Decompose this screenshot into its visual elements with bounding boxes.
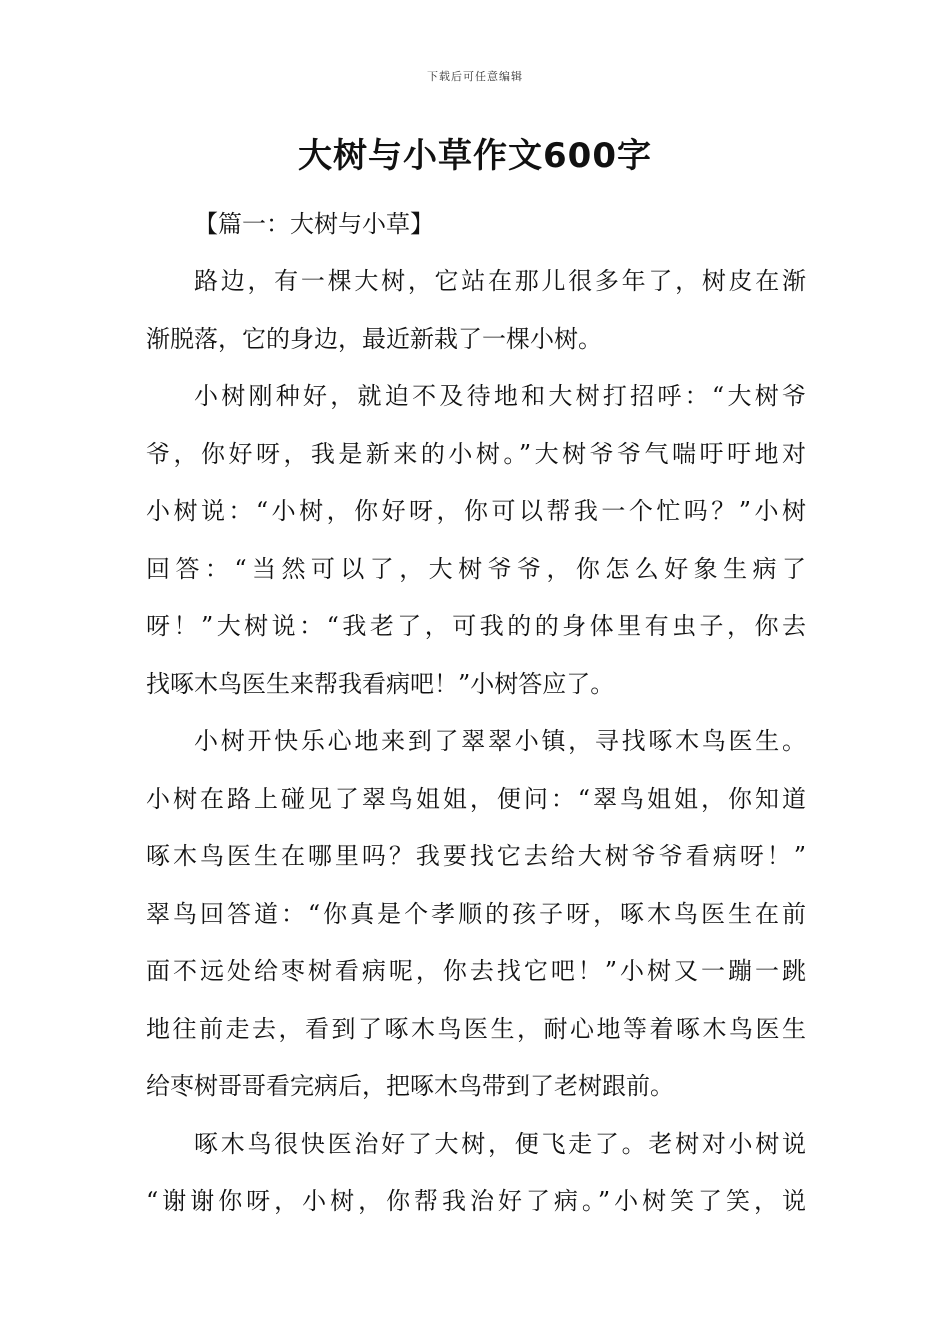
- paragraph-4: [146, 1116, 806, 1231]
- text-line: 路边，有一棵大树，它站在那儿很多年了，树皮在渐: [194, 267, 806, 295]
- page-title: 大树与小草作文600字: [298, 136, 652, 176]
- text-line: 地往前走去，看到了啄木鸟医生，耐心地等着啄木鸟医生: [146, 1014, 806, 1043]
- text-line: 小树在路上碰见了翠鸟姐姐，便问：“翠鸟姐姐，你知道: [146, 784, 806, 813]
- text-line: 啄木鸟很快医治好了大树，便飞走了。老树对小树说: [194, 1129, 806, 1158]
- text-line: 小树刚种好，就迫不及待地和大树打招呼：“大树爷: [194, 382, 806, 410]
- text-line: 面不远处给枣树看病呢，你去找它吧！”小树又一蹦一跳: [146, 957, 806, 985]
- paragraph-2: [146, 368, 806, 713]
- text-line: 找啄木鸟医生来帮我看病吧！”小树答应了。: [146, 669, 615, 698]
- header-note: 下载后可任意编辑: [427, 70, 523, 83]
- text-line: 小树开快乐心地来到了翠翠小镇，寻找啄木鸟医生。: [194, 727, 806, 755]
- text-line: 给枣树哥哥看完病后，把啄木鸟带到了老树跟前。: [146, 1072, 674, 1100]
- text-line: 啄木鸟医生在哪里吗？我要找它去给大树爷爷看病呀！”: [146, 842, 806, 870]
- text-line: 渐脱落，它的身边，最近新栽了一棵小树。: [146, 324, 602, 353]
- paragraph-1: [146, 253, 806, 368]
- text-line: 回答：“当然可以了，大树爷爷，你怎么好象生病了: [146, 554, 806, 583]
- text-line: 翠鸟回答道：“你真是个孝顺的孩子呀，啄木鸟医生在前: [146, 899, 806, 928]
- text-line: “谢谢你呀，小树，你帮我治好了病。”小树笑了笑，说: [146, 1187, 806, 1215]
- article-body: [146, 195, 806, 1231]
- text-line: 小树说：“小树，你好呀，你可以帮我一个忙吗？”小树: [146, 497, 806, 525]
- paragraph-3: [146, 713, 806, 1116]
- text-line: 呀！”大树说：“我老了，可我的的身体里有虫子，你去: [146, 612, 806, 640]
- text-line: 爷，你好呀，我是新来的小树。”大树爷爷气喘吁吁地对: [146, 439, 806, 468]
- section-heading: 【篇一：大树与小草】: [194, 210, 434, 238]
